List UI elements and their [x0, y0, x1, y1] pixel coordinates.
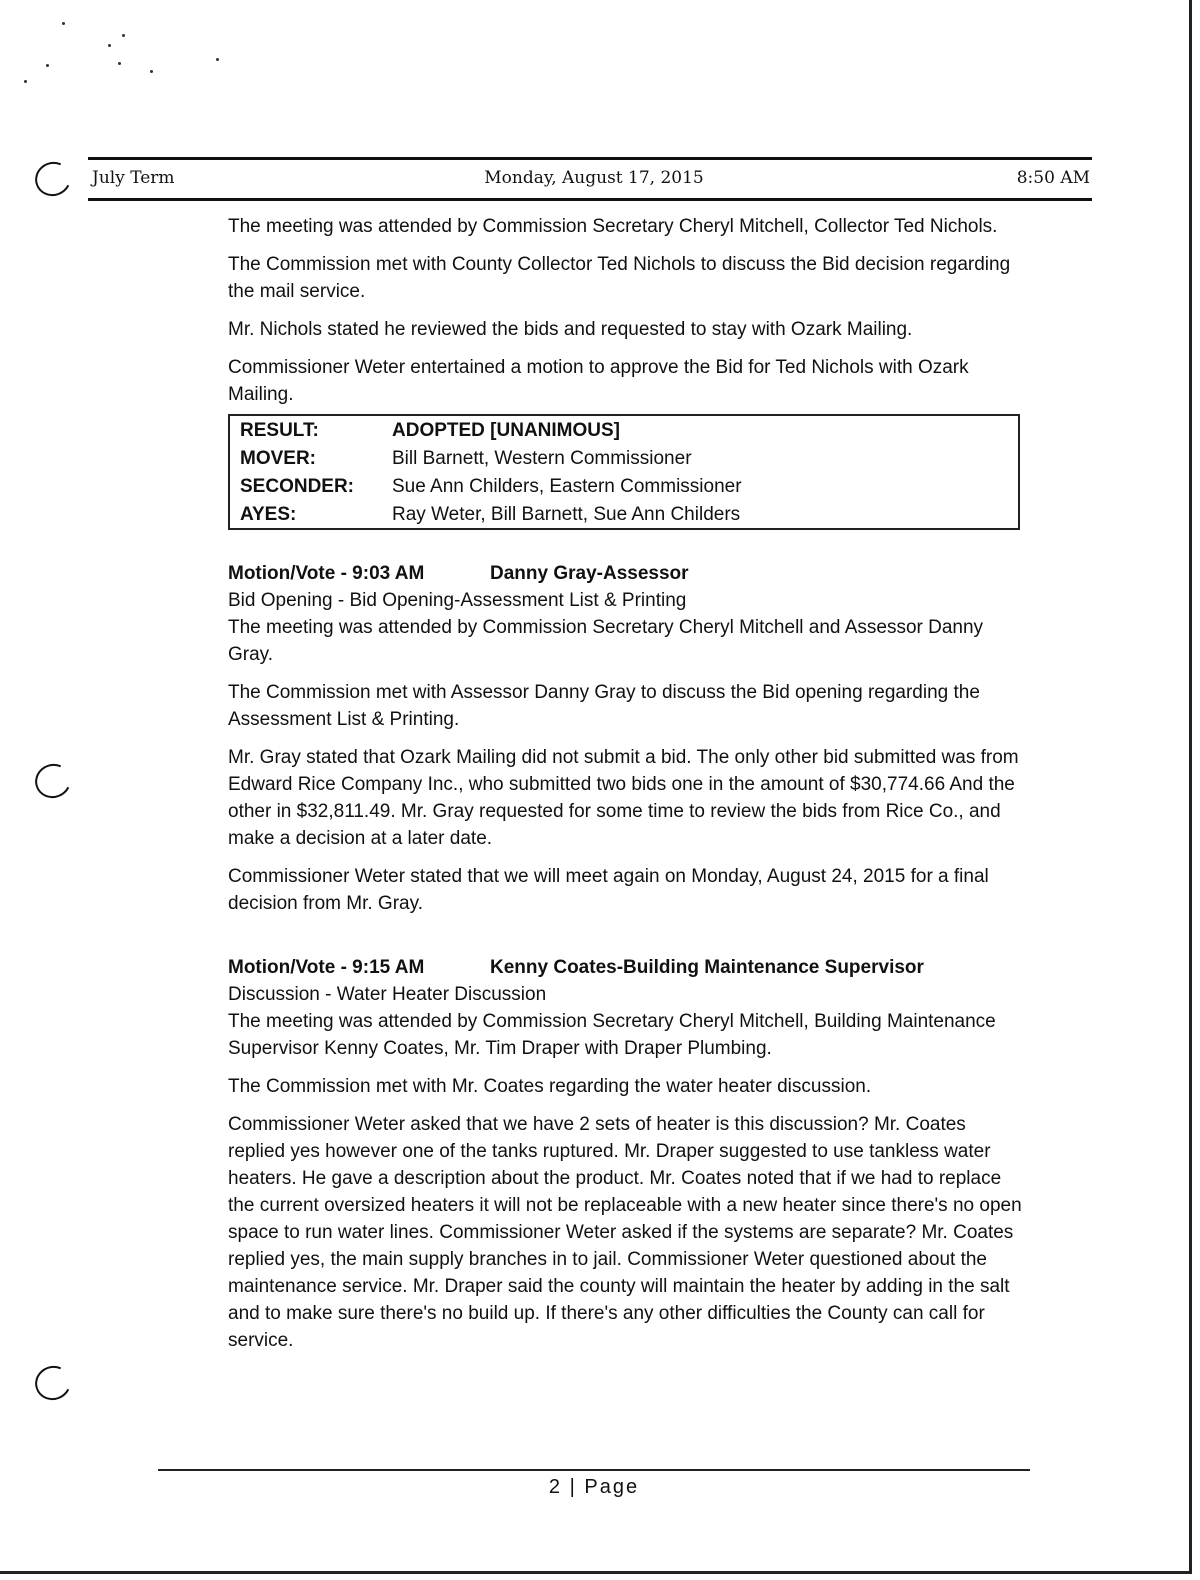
scan-speck	[108, 44, 111, 47]
spacer	[228, 928, 1028, 954]
vote-value: Sue Ann Childers, Eastern Commissioner	[392, 475, 742, 497]
vote-row-seconder	[229, 472, 1019, 500]
vote-label: RESULT:	[240, 419, 319, 441]
vote-row-ayes	[229, 500, 1019, 529]
section-time: Motion/Vote - 9:15 AM	[228, 957, 425, 978]
header-rule-top	[88, 157, 1092, 160]
vote-value: ADOPTED [UNANIMOUS]	[392, 419, 620, 441]
paragraph: The meeting was attended by Commission Secretary Cheryl Mitchell, Building Maintenance Supervisor Kenny Coates, Mr. Tim Draper with Draper Plumbing.	[228, 1011, 996, 1059]
paragraph: Commissioner Weter asked that we have 2 sets of heater is this discussion? Mr. Coates replied yes however one of the tanks ruptured. Mr. Draper suggested to use tankless water heaters. He gave a description about the product. Mr. Coates noted that if we had to replace the current oversized heaters it will not be replaceable with a new heater since there's no open space to run water lines. Commissioner Weter asked if the systems are separate? Mr. Coates replied yes, the main supply branches in to jail. Commissioner Weter questioned about the maintenance service. Mr. Draper said the county will maintain the heater by adding in the salt and to make sure there's no build up. If there's any other difficulties the County can call for service.	[228, 1114, 1022, 1351]
section-heading	[228, 954, 1028, 981]
vote-value: Ray Weter, Bill Barnett, Sue Ann Childers	[392, 503, 741, 525]
paragraph: The meeting was attended by Commission Secretary Cheryl Mitchell, Collector Ted Nichols.	[228, 216, 998, 237]
paragraph: The Commission met with Assessor Danny Gray to discuss the Bid opening regarding the Assessment List & Printing.	[228, 682, 980, 730]
paragraph: The Commission met with Mr. Coates regarding the water heater discussion.	[228, 1076, 872, 1097]
vote-result-table	[228, 414, 1020, 530]
header-term: July Term	[92, 168, 175, 188]
header-date: Monday, August 17, 2015	[484, 168, 704, 188]
scan-speck	[216, 58, 219, 61]
header-rule-bottom	[88, 198, 1092, 201]
page-number: 2 | Page	[548, 1476, 640, 1498]
section-subheading: Discussion - Water Heater Discussion	[228, 984, 547, 1005]
section-subheading: Bid Opening - Bid Opening-Assessment List & Printing	[228, 590, 687, 611]
section-heading	[228, 560, 1028, 587]
scan-speck	[150, 70, 153, 73]
header-time: 8:50 AM	[1016, 168, 1090, 188]
footer-rule	[158, 1469, 1030, 1471]
paragraph: Commissioner Weter entertained a motion to approve the Bid for Ted Nichols with Ozark Mailing.	[228, 357, 969, 405]
minutes-body	[228, 213, 1028, 1365]
scan-speck	[122, 34, 125, 37]
vote-row-result	[229, 415, 1019, 444]
vote-label: SECONDER:	[240, 475, 355, 497]
paragraph: Commissioner Weter stated that we will meet again on Monday, August 24, 2015 for a final decision from Mr. Gray.	[228, 866, 989, 914]
vote-row-mover	[229, 444, 1019, 472]
vote-label: AYES:	[240, 503, 297, 525]
binder-hole	[30, 759, 75, 803]
binder-hole	[30, 1361, 75, 1405]
paragraph: Mr. Nichols stated he reviewed the bids and requested to stay with Ozark Mailing.	[228, 319, 913, 340]
scan-speck	[62, 22, 65, 25]
scan-speck	[24, 80, 27, 83]
section-time: Motion/Vote - 9:03 AM	[228, 563, 425, 584]
paragraph: Mr. Gray stated that Ozark Mailing did not submit a bid. The only other bid submitted was from Edward Rice Company Inc., who submitted two bids one in the amount of $30,774.66 And the other in $32,811.49. Mr. Gray requested for some time to review the bids from Rice Co., and make a decision at a later date.	[228, 747, 1019, 849]
section-title: Danny Gray-Assessor	[490, 563, 689, 584]
section-title: Kenny Coates-Building Maintenance Supervisor	[490, 957, 924, 978]
vote-value: Bill Barnett, Western Commissioner	[392, 447, 692, 469]
paragraph: The meeting was attended by Commission Secretary Cheryl Mitchell and Assessor Danny Gray.	[228, 617, 984, 665]
vote-label: MOVER:	[240, 447, 316, 469]
scan-speck	[46, 64, 49, 67]
paragraph: The Commission met with County Collector Ted Nichols to discuss the Bid decision regarding the mail service.	[228, 254, 1011, 302]
scan-speck	[118, 62, 121, 65]
